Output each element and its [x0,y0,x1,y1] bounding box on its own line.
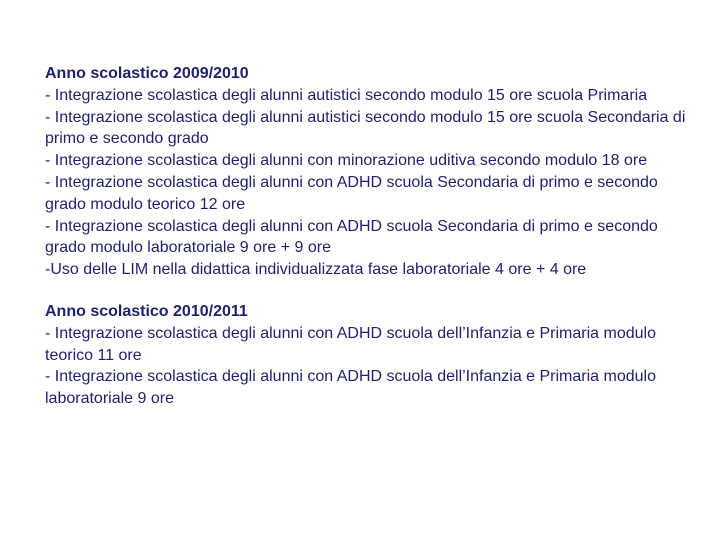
list-item: - Integrazione scolastica degli alunni con ADHD scuola Secondaria di primo e secondo grado modulo laboratoriale 9 ore + 9 ore [45,217,658,257]
list-item: -Uso delle LIM nella didattica individualizzata fase laboratoriale 4 ore + 4 ore [45,261,587,279]
document-body [45,63,695,410]
list-item: - Integrazione scolastica degli alunni autistici secondo modulo 15 ore scuola Primaria [45,86,648,104]
section-heading: Anno scolastico 2010/2011 [45,302,248,320]
section-2010-2011 [45,301,695,410]
section-heading: Anno scolastico 2009/2010 [45,65,249,82]
list-item: - Integrazione scolastica degli alunni con minorazione uditiva secondo modulo 18 ore [45,152,648,170]
list-item: - Integrazione scolastica degli alunni con ADHD scuola Secondaria di primo e secondo grado modulo teorico 12 ore [45,173,658,213]
list-item: - Integrazione scolastica degli alunni con ADHD scuola dell’Infanzia e Primaria modulo laboratoriale 9 ore [45,368,656,408]
list-item: - Integrazione scolastica degli alunni con ADHD scuola dell’Infanzia e Primaria modulo teorico 11 ore [45,324,656,364]
list-item: - Integrazione scolastica degli alunni autistici secondo modulo 15 ore scuola Secondaria di primo e secondo grado [45,108,686,148]
section-2009-2010 [45,63,695,281]
